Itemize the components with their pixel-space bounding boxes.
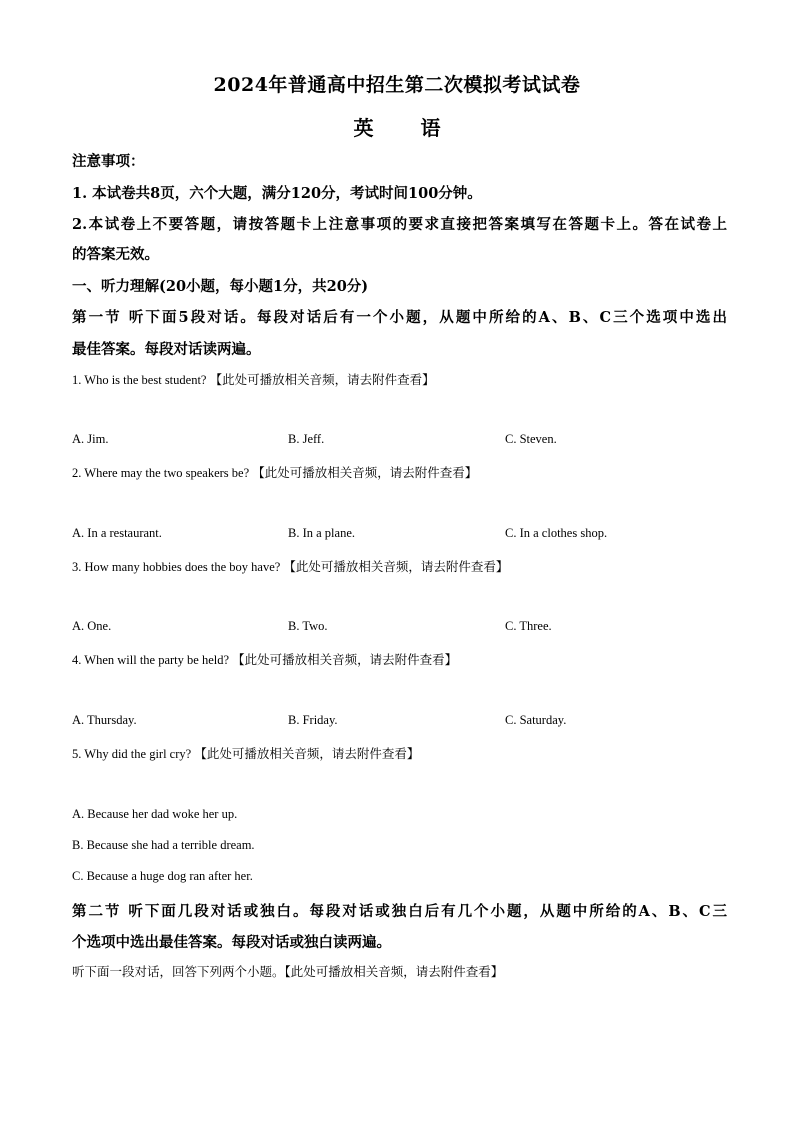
audio-note: 【此处可播放相关音频，请去附件查看】 — [232, 652, 458, 667]
dialogue-instruction-text: 听下面一段对话，回答下列两个小题。【此处可播放相关音频，请去附件查看】 — [72, 964, 504, 979]
question-2-option-a: A. In a restaurant. — [72, 526, 162, 540]
subject-title: 英 语 — [353, 116, 461, 140]
question-1-option-a: A. Jim. — [72, 432, 109, 446]
section1-instruction-line-2: 最佳答案。每段对话读两遍。 — [72, 341, 261, 358]
question-3 — [72, 557, 727, 575]
question-2-option-b: B. In a plane. — [288, 526, 355, 540]
question-5 — [72, 744, 727, 762]
notes-heading: 注意事项： — [72, 153, 145, 170]
question-stem: 5. Why did the girl cry? — [72, 747, 192, 761]
part1-heading: 一、听力理解(20小题，每小题1分，共20分) — [72, 278, 369, 295]
audio-note: 【此处可播放相关音频，请去附件查看】 — [194, 746, 420, 761]
audio-note: 【此处可播放相关音频，请去附件查看】 — [209, 372, 435, 387]
question-3-option-a: A. One. — [72, 619, 112, 633]
question-4-option-c: C. Saturday. — [505, 713, 567, 727]
question-2 — [72, 463, 727, 481]
question-2-option-c: C. In a clothes shop. — [505, 526, 608, 540]
question-stem: 1. Who is the best student? — [72, 373, 207, 387]
question-stem: 4. When will the party be held? — [72, 653, 230, 667]
question-3-option-c: C. Three. — [505, 619, 552, 633]
section1-instruction-line-1: 第一节 听下面5段对话。每段对话后有一个小题，从题中所给的A、B、C三个选项中选出 — [72, 309, 727, 326]
notes-item-2-line-2: 的答案无效。 — [72, 246, 159, 263]
question-4-option-b: B. Friday. — [288, 713, 338, 727]
question-4 — [72, 650, 727, 668]
question-4-option-a: A. Thursday. — [72, 713, 137, 727]
audio-note: 【此处可播放相关音频，请去附件查看】 — [283, 559, 509, 574]
question-1-option-b: B. Jeff. — [288, 432, 325, 446]
section2-instruction-line-2: 个选项中选出最佳答案。每段对话或独白读两遍。 — [72, 934, 391, 951]
notes-item-1: 1. 本试卷共8页，六个大题，满分120分，考试时间100分钟。 — [72, 185, 482, 202]
question-1-option-c: C. Steven. — [505, 432, 557, 446]
section2-instruction-line-1: 第二节 听下面几段对话或独白。每段对话或独白后有几个小题，从题中所给的A、B、C三 — [72, 903, 727, 920]
question-5-option-c: C. Because a huge dog ran after her. — [72, 869, 253, 883]
question-stem: 2. Where may the two speakers be? — [72, 466, 250, 480]
section2-dialogue-instruction — [72, 962, 727, 980]
notes-item-2-line-1: 2.本试卷上不要答题，请按答题卡上注意事项的要求直接把答案填写在答题卡上。答在试卷上 — [72, 216, 727, 233]
question-1 — [72, 370, 727, 388]
question-3-option-b: B. Two. — [288, 619, 328, 633]
audio-note: 【此处可播放相关音频，请去附件查看】 — [252, 465, 478, 480]
question-5-option-b: B. Because she had a terrible dream. — [72, 838, 255, 852]
exam-title: 2024年普通高中招生第二次模拟考试试卷 — [213, 74, 581, 96]
question-stem: 3. How many hobbies does the boy have? — [72, 560, 281, 574]
question-5-option-a: A. Because her dad woke her up. — [72, 807, 238, 821]
